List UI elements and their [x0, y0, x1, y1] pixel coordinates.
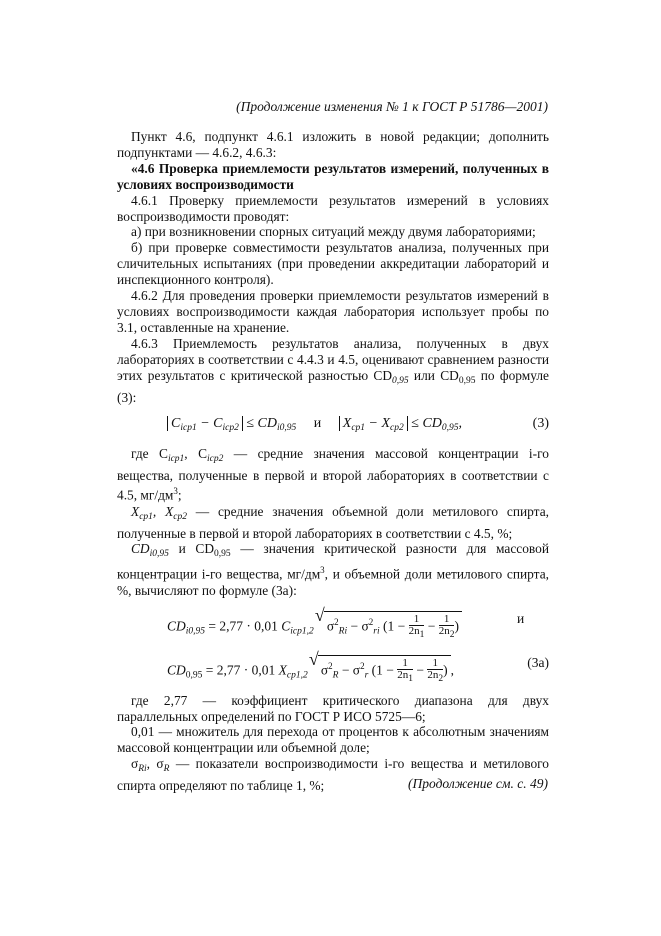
formula-content: $CD_{0,95} = 2,77 \cdot 0,01$ $X_{cp1,2}$ √ $\sigma^2_R - \sigma^2_r$ (1 − $\frac{1}{2n_1}$ − $\frac{1}{2n_2}$ ) , — [167, 655, 454, 685]
text: — значения критической разности для массовой концентрации i-го вещества, мг/дм — [117, 541, 549, 582]
subscript: Ri — [138, 764, 147, 775]
subscript: R — [163, 764, 170, 775]
text: по формуле (3): — [117, 367, 549, 405]
page-footer: (Продолжение см. с. 49) — [408, 776, 548, 791]
text: X — [131, 503, 140, 519]
paragraph: Пункт 4.6, подпункт 4.6.1 изложить в новой редакции; дополнить подпунктами — 4.6.2, 4.6.3: — [117, 129, 549, 160]
formula-3a-line2 — [117, 643, 549, 687]
text: , C — [184, 446, 207, 462]
paragraph — [117, 541, 549, 598]
formula-conjunction: и — [517, 610, 525, 626]
page-header: (Продолжение изменения № 1 к ГОСТ Р 51786—2001) — [236, 99, 548, 114]
document-body — [117, 129, 549, 794]
superscript: 3 — [320, 565, 325, 576]
paragraph — [117, 504, 549, 542]
text: , σ — [146, 756, 164, 772]
paragraph: 0,01 — множитель для перехода от процентов к абсолютным значениям массовой концентрации или объемной доле; — [117, 724, 549, 756]
equation-conjunction: и — [313, 416, 322, 432]
text: — средние значения массовой концентрации i-го вещества, полученные в первой и второй лабораториях в соответствии с 4.5, мг/дм — [117, 446, 549, 503]
subscript: icp2 — [207, 454, 224, 465]
text: — показатели воспроизводимости i-го вещества и метилового спирта определяют по таблице 1, %; — [117, 756, 549, 794]
formula-content: $CD_{i0,95} = 2,77 \cdot 0,01$ $C_{icp1,2}$ √ $\sigma^2_{Ri} - \sigma^2_{ri}$ (1 − $\frac{1}{2n_1}$ − $\frac{1}{2n_2}$ ) — [167, 611, 462, 641]
text: где C — [131, 446, 168, 462]
text: — средние значения объемной доли метилового спирта, полученные в первой и второй лабораториях в соответствии с 4.5, %; — [117, 503, 549, 541]
subscript: cp2 — [173, 511, 187, 522]
subscript: 0,95 — [214, 549, 231, 560]
formula-number: (3а) — [527, 654, 549, 670]
section-heading: «4.6 Проверка приемлемости результатов измерений, полученных в условиях воспроизводимости — [117, 160, 549, 192]
paragraph: где 2,77 — коэффициент критического диапазона для двух параллельных определений по ГОСТ Р ИСО 5725—6; — [117, 692, 549, 724]
subscript: 0,95 — [392, 375, 409, 386]
text: , и объемной доли метилового спирта, %, вычисляют по формуле (3а): — [117, 566, 549, 598]
subscript: 0,95 — [458, 375, 476, 386]
formula-3a-line1 — [117, 599, 549, 643]
paragraph: 4.6.2 Для проведения проверки приемлемости результатов измерений в условиях воспроизводимости каждая лаборатория использует пробы по 3.1, оставленные на хранение. — [117, 288, 549, 335]
text: или CD — [408, 367, 459, 383]
subscript: cp1 — [139, 511, 153, 522]
equation-content: $C_{icp1} - C_{icp2} \le CD_{i0,95}$ и $X_{cp1} - X_{cp2} \le CD_{0,95}$, — [167, 416, 462, 437]
text: ; — [177, 487, 182, 503]
equation-3 — [117, 408, 549, 444]
text: и CD — [168, 541, 215, 557]
list-item: а) при возникновении спорных ситуаций между двумя лабораториями; — [131, 224, 536, 240]
subscript: i0,95 — [149, 549, 169, 560]
subscript: icp1 — [167, 454, 185, 465]
superscript: 3 — [173, 486, 178, 497]
list-item: б) при проверке совместимости результатов анализа, полученных при сличительных испытаниях (при проведении аккредитации лабораторий и инспекционного контроля). — [117, 240, 549, 288]
text: , X — [152, 503, 174, 519]
paragraph — [117, 336, 549, 406]
text: 4.6.3 Приемлемость результатов анализа, полученных в двух лабораториях в соответствии с 4.4.3 и 4.5, оценивают сравнением разности этих результатов с критической разностью CD — [117, 335, 549, 383]
text: CD — [131, 541, 150, 557]
paragraph: 4.6.1 Проверку приемлемости результатов измерений в условиях воспроизводимости проводят: — [117, 192, 549, 224]
text: σ — [131, 756, 139, 772]
equation-number: (3) — [532, 416, 549, 432]
paragraph — [117, 446, 549, 503]
